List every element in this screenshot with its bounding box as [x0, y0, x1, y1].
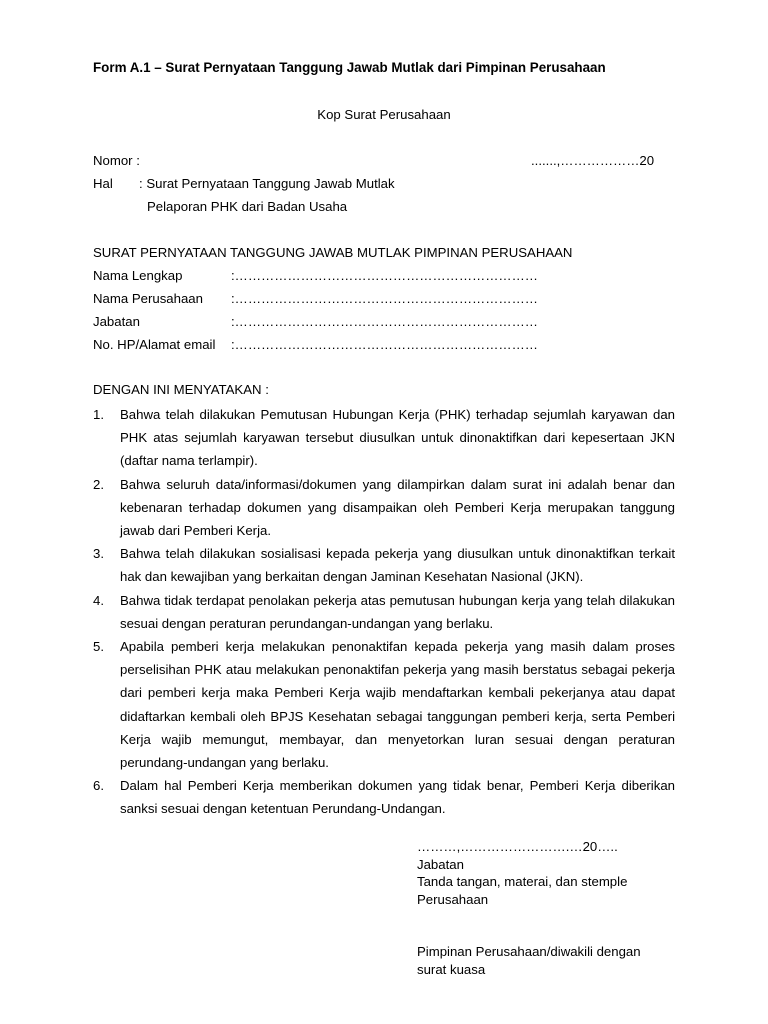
list-item-text: Dalam hal Pemberi Kerja memberikan dokumen yang tidak benar, Pemberi Kerja diberikan sanksi sesuai dengan ketentuan Perundang-Undangan. — [120, 778, 675, 817]
field-label-no-hp-email: No. HP/Alamat email — [93, 337, 216, 352]
letterhead-placeholder: Kop Surat Perusahaan — [317, 107, 451, 122]
list-item — [93, 635, 675, 774]
list-item-text: Bahwa telah dilakukan sosialisasi kepada pekerja yang diusulkan untuk dinonaktifkan terkait hak dan kewajiban yang berkaitan dengan Jaminan Kesehatan Nasional (JKN). — [120, 546, 675, 585]
signature-pimpinan-line-2: surat kuasa — [417, 961, 486, 977]
list-item-number: 2. — [93, 476, 104, 492]
signature-ttd-note: Tanda tangan, materai, dan stemple — [417, 874, 628, 889]
signature-block — [417, 838, 641, 978]
signature-space — [417, 908, 641, 943]
list-item-number: 3. — [93, 546, 104, 562]
field-value-jabatan: :…………………………………………………………… — [231, 314, 538, 329]
list-item-number: 5. — [93, 639, 104, 655]
signature-perusahaan: Perusahaan — [417, 891, 489, 907]
declaration-heading: DENGAN INI MENYATAKAN : — [93, 382, 269, 397]
date-line: .......,………………20 — [531, 153, 655, 168]
list-item — [93, 589, 675, 635]
field-label-nama-perusahaan: Nama Perusahaan — [93, 291, 203, 306]
list-item — [93, 774, 675, 820]
hal-line-1: : Surat Pernyataan Tanggung Jawab Mutlak — [139, 176, 395, 191]
hal-label: Hal — [93, 176, 113, 191]
list-item — [93, 542, 675, 588]
list-item — [93, 473, 675, 543]
field-label-nama-lengkap: Nama Lengkap — [93, 268, 183, 283]
list-item-number: 1. — [93, 407, 104, 422]
field-value-no-hp-email: :…………………………………………………………… — [231, 337, 538, 352]
hal-line-2: Pelaporan PHK dari Badan Usaha — [147, 199, 348, 214]
signature-date-line: ………,…………………….…20….. — [417, 839, 618, 854]
list-item-text: Apabila pemberi kerja melakukan penonaktifan kepada pekerja yang masih dalam proses perselisihan PHK atau melakukan penonaktifan pekerja yang masih berstatus sebagai pekerja dari pemberi kerja maka Pemberi Kerja wajib mendaftarkan kembali pekerjanya atau dapat didaftarkan kembali oleh BPJS Kesehatan sebagai tanggungan pemberi kerja, serta Pemberi Kerja wajib memungut, membayar, dan menyetorkan luran sesuai dengan peraturan perundang-undangan yang berlaku. — [120, 639, 675, 771]
field-value-nama-perusahaan: :…………………………………………………………… — [231, 291, 538, 306]
list-item-text: Bahwa tidak terdapat penolakan pekerja atas pemutusan hubungan kerja yang telah dilakukan sesuai dengan peraturan perundangan-undangan yang berlaku. — [120, 592, 675, 631]
signature-jabatan: Jabatan — [417, 856, 464, 872]
list-item-number: 6. — [93, 778, 104, 794]
field-label-jabatan: Jabatan — [93, 314, 140, 329]
list-item — [93, 403, 675, 473]
list-item-text: Bahwa seluruh data/informasi/dokumen yang dilampirkan dalam surat ini adalah benar dan kebenaran terhadap dokumen yang disampaikan oleh Pemberi Kerja merupakan tanggung jawab dari Pemberi Kerja. — [120, 476, 675, 539]
field-value-nama-lengkap: :…………………………………………………………… — [231, 268, 538, 283]
form-title: Form A.1 – Surat Pernyataan Tanggung Jawab Mutlak dari Pimpinan Perusahaan — [93, 60, 606, 75]
statement-heading: SURAT PERNYATAAN TANGGUNG JAWAB MUTLAK PIMPINAN PERUSAHAAN — [93, 245, 573, 260]
list-item-text: Bahwa telah dilakukan Pemutusan Hubungan Kerja (PHK) terhadap sejumlah karyawan dan PHK atas sejumlah karyawan tersebut diusulkan untuk dinonaktifkan dari kepesertaan JKN (daftar nama terlampir). — [120, 407, 675, 469]
nomor-label: Nomor : — [93, 153, 140, 168]
signature-pimpinan-line-1: Pimpinan Perusahaan/diwakili dengan — [417, 944, 641, 959]
list-item-number: 4. — [93, 592, 104, 608]
declaration-list — [93, 403, 675, 821]
